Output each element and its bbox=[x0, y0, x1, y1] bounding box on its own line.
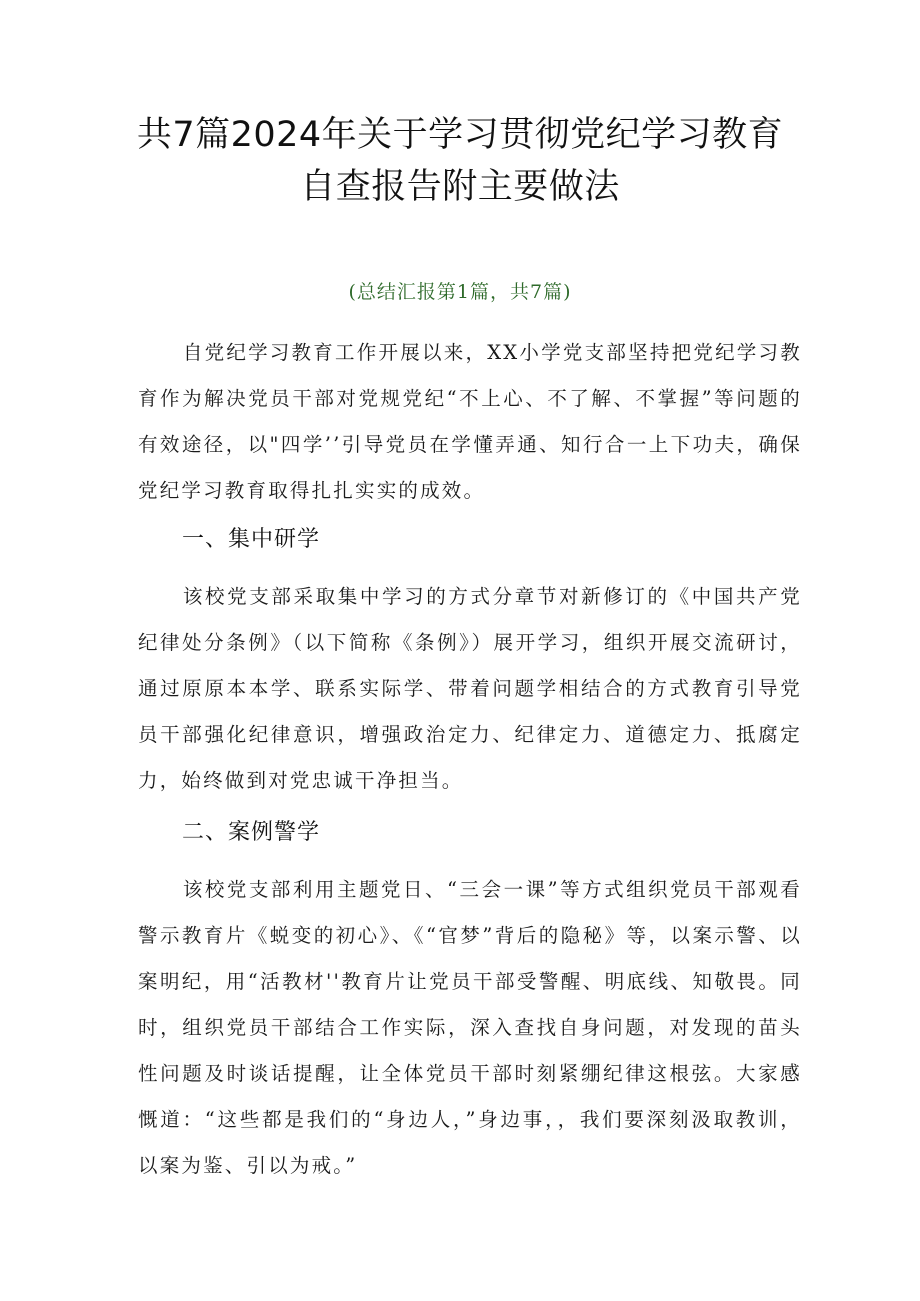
section1-paragraph: 该校党支部采取集中学习的方式分章节对新修订的《中国共产党纪律处分条例》（以下简称《条例》）展开学习，组织开展交流研讨，通过原原本本学、联系实际学、带着问题学相结合的方式教育引导党员干部强化纪律意识，增强政治定力、纪律定力、道德定力、抵腐定力，始终做到对党忠诚干净担当。 bbox=[138, 585, 802, 792]
document-title-line1: 共7篇2024年关于学习贯彻党纪学习教育 bbox=[136, 115, 784, 155]
section2-heading: 二、案例警学 bbox=[182, 820, 321, 845]
intro-paragraph: 自党纪学习教育工作开展以来，XX小学党支部坚持把党纪学习教育作为解决党员干部对党规党纪“不上心、不了解、不掌握”等问题的有效途径，以"四学’’引导党员在学懂弄通、知行合一上下功夫，确保党纪学习教育取得扎扎实实的成效。 bbox=[138, 341, 802, 502]
section2-paragraph: 该校党支部利用主题党日、“三会一课”等方式组织党员干部观看警示教育片《蜕变的初心》、《“官梦”背后的隐秘》等，以案示警、以案明纪，用“活教材''教育片让党员干部受警醒、明底线、知敬畏。同时，组织党员干部结合工作实际，深入查找自身问题，对发现的苗头性问题及时谈话提醒，让全体党员干部时刻紧绷纪律这根弦。大家感慨道：“这些都是我们的“身边人，”身边事，，我们要深刻汲取教训，以案为鉴、引以为戒。” bbox=[138, 878, 802, 1177]
document-title-line2: 自查报告附主要做法 bbox=[300, 167, 620, 207]
section1-heading: 一、集中研学 bbox=[182, 527, 321, 552]
document-subtitle: (总结汇报第1篇，共7篇) bbox=[348, 281, 572, 303]
